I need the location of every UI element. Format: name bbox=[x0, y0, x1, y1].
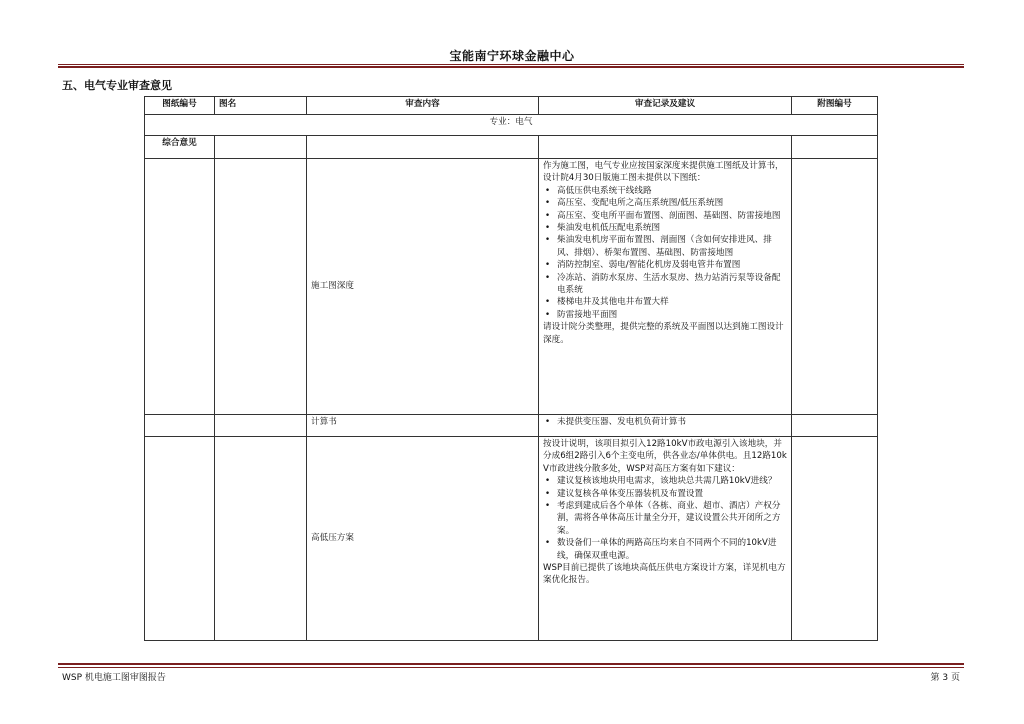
list-item: • 柴油发电机低压配电系统图 bbox=[543, 222, 787, 234]
attachment-no-cell bbox=[792, 437, 878, 641]
col-header-drawing-no: 图纸编号 bbox=[145, 97, 215, 115]
drawing-name-cell bbox=[215, 437, 307, 641]
record-bullet-list bbox=[543, 185, 787, 321]
record-outro: WSP目前已提供了该地块高低压供电方案设计方案，详见机电方案优化报告。 bbox=[543, 563, 786, 586]
list-item: • 高压室、变电所平面布置图、剖面图、基础图、防雷接地图 bbox=[543, 210, 787, 222]
list-item: • 楼梯电井及其他电井布置大样 bbox=[543, 296, 787, 308]
overall-cell-empty bbox=[539, 136, 792, 159]
footer-rule-thick bbox=[58, 663, 964, 665]
record-bullet-list bbox=[543, 475, 787, 562]
col-header-drawing-name: 图名 bbox=[215, 97, 307, 115]
review-record-cell bbox=[539, 159, 792, 415]
drawing-name-cell bbox=[215, 159, 307, 415]
list-item: • 冷冻站、消防水泵房、生活水泵房、热力站消污泵等设备配电系统 bbox=[543, 272, 787, 297]
record-intro: 按设计说明，该项目拟引入12路10kV市政电源引入该地块，并分成6组2路引入6个主变电所，供各业态/单体供电。且12路10kV市政进线分散多处，WSP对高压方案有如下建议： bbox=[543, 439, 787, 474]
record-outro: 请设计院分类整理，提供完整的系统及平面图以达到施工图设计深度。 bbox=[543, 322, 784, 345]
footer-page-number: 第 3 页 bbox=[930, 673, 960, 683]
header-rule-thin bbox=[58, 64, 964, 65]
review-table bbox=[144, 96, 878, 641]
list-item: • 未提供变压器、发电机负荷计算书 bbox=[543, 416, 787, 428]
table-header-row bbox=[145, 97, 878, 115]
record-bullet-list bbox=[543, 416, 787, 428]
drawing-name-cell bbox=[215, 415, 307, 437]
list-item: • 数设备们一单体的两路高压均来自不同两个不同的10kV进线，确保双重电源。 bbox=[543, 537, 787, 562]
footer-report-name: WSP 机电施工图审图报告 bbox=[62, 673, 166, 683]
table-row bbox=[145, 437, 878, 641]
header-rule-thick bbox=[58, 66, 964, 68]
major-row bbox=[145, 115, 878, 136]
list-item: • 柴油发电机房平面布置图、剖面图（含如何安排进风、排风、排烟）、桥架布置图、基础图、防雷接地图 bbox=[543, 234, 787, 259]
review-content-cell: 施工图深度 bbox=[307, 159, 539, 415]
footer-rule-thin bbox=[58, 667, 964, 668]
drawing-no-cell bbox=[145, 437, 215, 641]
section-title: 五、电气专业审查意见 bbox=[62, 79, 172, 92]
table-row bbox=[145, 415, 878, 437]
attachment-no-cell bbox=[792, 159, 878, 415]
review-content-cell: 高低压方案 bbox=[307, 437, 539, 641]
attachment-no-cell bbox=[792, 415, 878, 437]
review-record-cell bbox=[539, 415, 792, 437]
document-header-title: 宝能南宁环球金融中心 bbox=[449, 49, 575, 63]
list-item: • 消防控制室、弱电/智能化机房及弱电管井布置图 bbox=[543, 259, 787, 271]
overall-cell-empty bbox=[792, 136, 878, 159]
drawing-no-cell bbox=[145, 159, 215, 415]
overall-opinion-label: 综合意见 bbox=[145, 136, 215, 159]
review-record-cell bbox=[539, 437, 792, 641]
list-item: • 高压室、变配电所之高压系统图/低压系统图 bbox=[543, 197, 787, 209]
list-item: • 建议复核各单体变压器装机及布置设置 bbox=[543, 488, 787, 500]
drawing-no-cell bbox=[145, 415, 215, 437]
overall-cell-empty bbox=[215, 136, 307, 159]
major-label: 专业：电气 bbox=[145, 115, 878, 136]
list-item: • 建议复核该地块用电需求，该地块总共需几路10kV进线？ bbox=[543, 475, 787, 487]
overall-cell-empty bbox=[307, 136, 539, 159]
col-header-review-content: 审查内容 bbox=[307, 97, 539, 115]
review-content-cell: 计算书 bbox=[307, 415, 539, 437]
table-row bbox=[145, 159, 878, 415]
overall-opinion-row bbox=[145, 136, 878, 159]
list-item: • 考虑到建成后各个单体（各栋、商业、超市、酒店）产权分割，需将各单体高压计量全分开，建议设置公共开闭所之方案。 bbox=[543, 500, 787, 537]
col-header-attachment-no: 附图编号 bbox=[792, 97, 878, 115]
list-item: • 防雷接地平面图 bbox=[543, 309, 787, 321]
col-header-review-record: 审查记录及建议 bbox=[539, 97, 792, 115]
list-item: • 高低压供电系统干线线路 bbox=[543, 185, 787, 197]
record-intro: 作为施工图，电气专业应按国家深度来提供施工图纸及计算书，设计院4月30日版施工图未提供以下图纸： bbox=[543, 161, 784, 184]
